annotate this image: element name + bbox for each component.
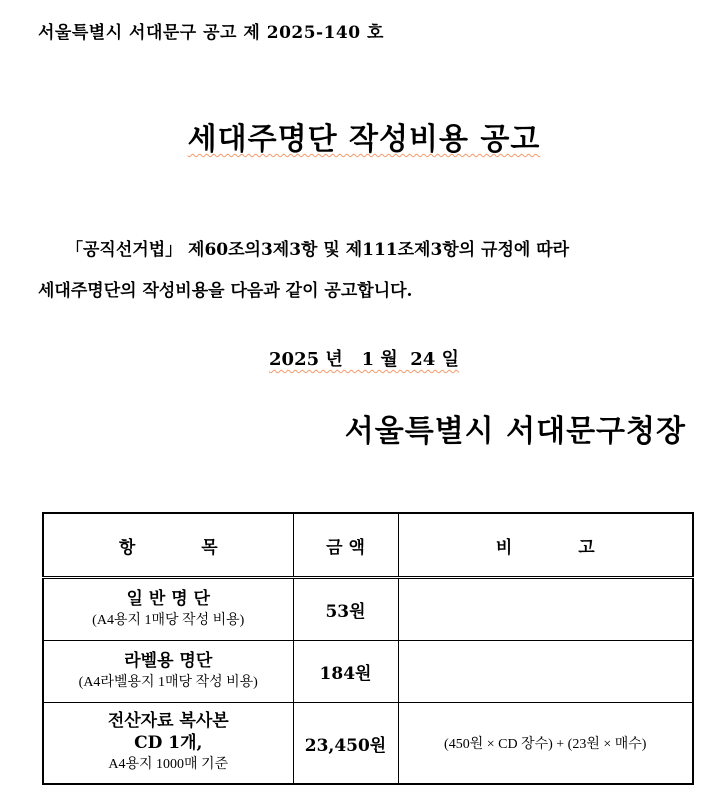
- item-name: 일 반 명 단: [126, 588, 210, 609]
- table-header-row: [43, 513, 693, 578]
- table-row: [43, 703, 693, 785]
- amount-value: 23,450원: [304, 735, 387, 756]
- item-description: CD 1개,: [134, 733, 203, 753]
- body-text-line-1: 「공직선거법」 제60조의3제3항 및 제111조제3항의 규정에 따라: [66, 240, 570, 260]
- remark-cell: [398, 703, 693, 785]
- notice-date-text: 2025 년 1 월 24 일: [269, 349, 459, 370]
- remark-cell: [398, 578, 693, 641]
- cost-table: [42, 512, 694, 785]
- body-text-line-2: 세대주명단의 작성비용을 다음과 같이 공고합니다.: [38, 281, 413, 301]
- header-remark: 비 고: [398, 513, 693, 578]
- table-row: [43, 578, 693, 641]
- item-name: 전산자료 복사본: [107, 711, 229, 731]
- notice-number: 서울특별시 서대문구 공고 제 2025-140 호: [38, 23, 384, 43]
- issuer-name: 서울특별시 서대문구청장: [344, 414, 686, 449]
- item-description: A4용지 1000매 기준: [108, 757, 229, 772]
- amount-cell: [293, 641, 398, 703]
- item-cell: [43, 578, 293, 641]
- amount-cell: [293, 578, 398, 641]
- item-description: (A4라벨용지 1매당 작성 비용): [78, 674, 258, 690]
- remark-text: (450원 × CD 장수) + (23원 × 매수): [444, 737, 647, 752]
- remark-cell: [398, 641, 693, 703]
- header-amount: 금 액: [293, 513, 398, 578]
- header-item: 항 목: [43, 513, 293, 578]
- item-cell: [43, 641, 293, 703]
- table-row: [43, 641, 693, 703]
- amount-cell: [293, 703, 398, 785]
- item-name: 라벨용 명단: [124, 650, 213, 671]
- amount-value: 53원: [325, 602, 366, 622]
- item-description: (A4용지 1매당 작성 비용): [92, 612, 245, 628]
- document-title: [0, 114, 728, 158]
- notice-date: [0, 345, 728, 371]
- document-title-text: 세대주명단 작성비용 공고: [187, 122, 541, 157]
- item-cell: [43, 703, 293, 785]
- amount-value: 184원: [319, 664, 372, 684]
